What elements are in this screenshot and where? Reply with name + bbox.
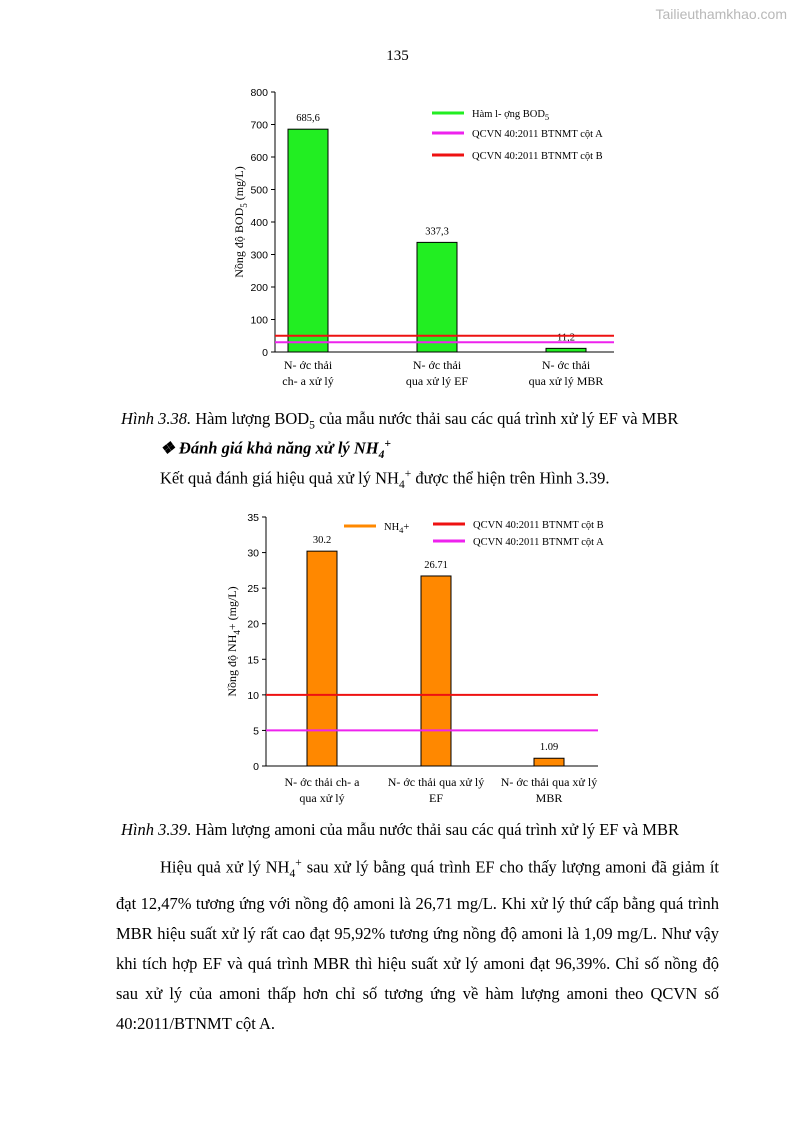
legend-label-main: NH	[384, 522, 400, 533]
y-tick-label: 25	[247, 583, 259, 596]
paragraph-text-end: sau xử lý bằng quá trình EF cho thấy lượng amoni đã giảm ít đạt 12,47% tương ứng với nồng độ amoni là 26,71 mg/L. Khi xử lý thứ cấp bằng quá trình MBR hiệu suất xử lý rất cao đạt 95,92% tương ứng nồng độ amoni là 1,09 mg/L. Như vậy khi tích hợp EF và quá trình MBR thì hiệu suất xử lý amoni đạt 96,39%. Chỉ số nồng độ sau xử lý của amoni thấp hơn chỉ số tương ứng về hàm lượng amoni theo QCVN số 40:2011/BTNMT cột A.	[116, 857, 720, 1033]
legend-label-subscript: 4	[399, 525, 404, 535]
y-axis-label	[225, 586, 242, 696]
figure-caption-3-39	[121, 820, 679, 840]
x-tick-label: qua xử lý	[299, 791, 345, 805]
paragraph-text: Hiệu quả xử lý NH	[160, 857, 290, 877]
body-paragraph	[116, 848, 719, 1039]
x-tick-label: N- ớc thải	[412, 358, 462, 372]
x-tick-label: qua xử lý EF	[405, 374, 469, 388]
y-tick-label: 0	[262, 347, 268, 359]
legend-label-main: Hàm l- ợng BOD	[472, 109, 545, 120]
data-label: 337,3	[425, 226, 449, 238]
y-axis-label-subscript: 4	[232, 630, 242, 635]
y-tick-label: 100	[250, 314, 268, 327]
section-superscript: +	[384, 438, 391, 450]
bar	[421, 576, 451, 766]
y-tick-label: 700	[250, 119, 268, 132]
legend-label-main: QCVN 40:2011 BTNMT cột B	[472, 151, 603, 162]
data-label: 685,6	[296, 113, 320, 125]
data-label: 1.09	[539, 742, 559, 754]
diamond-bullet-icon: ❖	[160, 438, 179, 458]
y-tick-label: 15	[247, 654, 259, 667]
y-axis-label-unit: (mg/L)	[232, 166, 246, 204]
y-tick-label: 400	[250, 217, 268, 229]
x-tick-label: N- ớc thải	[283, 358, 333, 372]
legend-label-main: QCVN 40:2011 BTNMT cột A	[473, 537, 604, 548]
caption-text: Hàm lượng BOD	[191, 409, 310, 428]
watermark: Tailieuthamkhao.com	[655, 6, 787, 22]
legend-label	[384, 522, 409, 535]
y-tick-label: 500	[250, 184, 268, 197]
x-tick-label: EF	[428, 791, 444, 805]
legend-label-main: QCVN 40:2011 BTNMT cột B	[473, 520, 604, 531]
x-tick-label: N- ớc thải qua xử lý	[387, 775, 485, 789]
y-tick-label: 200	[250, 282, 268, 294]
paragraph-superscript: +	[295, 857, 302, 869]
caption-label: Hình 3.38.	[121, 409, 192, 428]
caption-text-end: của mẫu nước thải sau các quá trình xử lý EF và MBR	[314, 409, 679, 428]
section-heading-text: Đánh giá khả năng xử lý NH	[178, 438, 379, 458]
intro-text-end: được thể hiện trên Hình 3.39.	[411, 468, 610, 488]
data-label: 11,2	[557, 332, 575, 344]
intro-text: Kết quả đánh giá hiệu quả xử lý NH	[160, 468, 399, 488]
caption-label: Hình 3.39	[121, 820, 187, 839]
y-tick-label: 0	[253, 761, 259, 773]
y-tick-label: 10	[247, 689, 259, 702]
intro-superscript: +	[404, 468, 412, 480]
y-tick-label: 35	[247, 512, 259, 524]
x-tick-label: N- ớc thải qua xử lý	[500, 775, 598, 789]
y-tick-label: 5	[253, 725, 259, 738]
bar	[534, 758, 564, 766]
y-tick-label: 20	[247, 618, 259, 631]
x-tick-label: MBR	[535, 791, 563, 805]
caption-text: . Hàm lượng amoni của mẫu nước thải sau các quá trình xử lý EF và MBR	[187, 820, 679, 839]
section-subscript: 4	[378, 448, 385, 461]
x-tick-label: ch- a xử lý	[282, 374, 334, 388]
y-tick-label: 600	[250, 152, 268, 164]
data-label: 30.2	[312, 535, 332, 547]
x-tick-label: N- ớc thải	[541, 358, 591, 372]
legend-label	[473, 520, 604, 531]
legend-label-subscript: 5	[544, 112, 550, 122]
paragraph-subscript: 4	[289, 867, 296, 880]
y-tick-label: 800	[250, 87, 268, 99]
caption-subscript: 5	[309, 419, 315, 432]
y-axis-label-main: Nồng độ BOD	[232, 207, 246, 278]
legend-label	[473, 537, 604, 548]
y-tick-label: 30	[247, 547, 259, 560]
y-axis-label-main: Nồng độ NH	[225, 634, 239, 697]
legend-label-suffix: +	[403, 522, 410, 533]
legend-label-main: QCVN 40:2011 BTNMT cột A	[472, 129, 603, 140]
y-axis-label-unit: + (mg/L)	[225, 586, 239, 631]
page-number: 135	[386, 48, 409, 64]
bar	[307, 551, 337, 766]
intro-subscript: 4	[398, 478, 405, 491]
y-axis-label-subscript: 5	[239, 203, 249, 208]
data-label: 26.71	[424, 559, 448, 571]
x-tick-label: qua xử lý MBR	[528, 374, 604, 388]
x-tick-label: N- ớc thải ch- a	[284, 775, 360, 789]
y-tick-label: 300	[250, 249, 268, 262]
